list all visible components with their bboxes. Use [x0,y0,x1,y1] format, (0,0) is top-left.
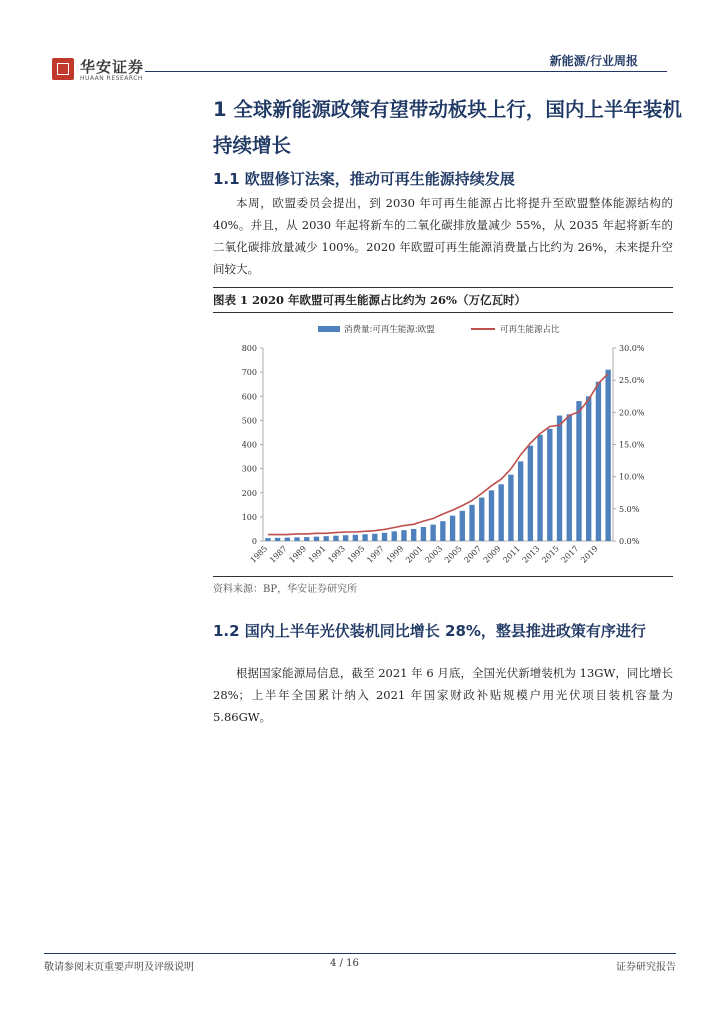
bar [304,537,309,541]
legend-bar-label: 消费量:可再生能源:欧盟 [344,325,435,335]
bar [362,534,367,541]
bar [469,505,474,541]
bar [567,414,572,541]
bar [372,534,377,541]
x-axis-tick-label: 2019 [579,544,600,565]
bar [518,461,523,541]
bar [547,429,552,541]
x-axis-tick-label: 1991 [306,544,328,565]
page-number: 4 / 16 [330,958,359,969]
bar [586,396,591,541]
figure-top-rule [213,287,673,288]
x-axis-tick-label: 2003 [423,544,445,565]
x-axis-tick-label: 2011 [501,544,523,565]
left-axis-tick-label: 500 [241,416,257,426]
bar [265,538,270,541]
bar [294,537,299,541]
legend-line-label: 可再生能源占比 [500,325,560,335]
section-1-1-title: 1.1 欧盟修订法案，推动可再生能源持续发展 [213,170,515,188]
right-axis-tick-label: 20.0% [619,408,645,418]
bar [576,401,581,541]
x-axis-tick-label: 1995 [345,544,367,565]
right-axis-tick-label: 15.0% [619,440,645,450]
x-axis-tick-label: 1997 [365,544,386,565]
bar [430,525,435,541]
x-axis-tick-label: 2007 [462,544,484,565]
bar [450,516,455,541]
right-axis-tick-label: 30.0% [619,344,645,353]
bar [460,511,465,541]
header-divider [145,71,667,72]
right-axis-tick-label: 5.0% [619,504,640,514]
x-axis-tick-label: 1999 [384,544,406,565]
bar [392,531,397,541]
bar [343,535,348,541]
left-axis-tick-label: 600 [241,392,257,402]
section-1-1-paragraph: 本周，欧盟委员会提出，到 2030 年可再生能源占比将提升至欧盟整体能源结构的 40%。并且，从 2030 年起将新车的二氧化碳排放量减少 55%，从 2035 年起将新车的二氧化碳排放量减少 100%。2020 年欧盟可再生能源消费量占比约为 26%，未来提升空间较大。 [213,196,673,276]
company-name: 华安证券 [80,58,145,76]
page-header [0,0,724,90]
x-axis-tick-label: 1987 [267,544,289,565]
left-axis-tick-label: 400 [241,440,257,450]
x-axis-tick-label: 2015 [540,544,561,565]
figure-1-source: 资料来源：BP，华安证券研究所 [213,584,358,595]
x-axis-tick-label: 2017 [559,544,581,565]
company-subtitle: HUAAN RESEARCH [80,75,143,82]
bar [479,498,484,541]
bar [411,529,416,541]
left-axis-tick-label: 0 [251,537,257,546]
bar [508,475,513,541]
renewable-energy-chart [213,316,673,576]
bar [596,382,601,541]
bar [528,446,533,541]
bar [440,521,445,541]
left-axis-tick-label: 300 [241,464,257,474]
x-axis-tick-label: 1989 [287,544,309,565]
bar [605,370,610,541]
bar [382,533,387,541]
footer-disclaimer: 敬请参阅末页重要声明及评级说明 [44,962,194,973]
section-1-2-title: 1.2 国内上半年光伏装机同比增长 28%，整县推进政策有序进行 [213,622,646,640]
x-axis-tick-label: 1993 [326,544,348,565]
left-axis-tick-label: 800 [241,344,257,353]
left-axis-tick-label: 700 [241,368,257,378]
bar [285,538,290,541]
bar [499,484,504,541]
right-axis-tick-label: 10.0% [619,472,645,482]
bar [353,535,358,541]
left-axis-tick-label: 100 [241,512,257,522]
company-logo-icon [52,58,74,80]
x-axis-tick-label: 2009 [481,544,503,565]
footer-report-label: 证券研究报告 [616,962,676,973]
x-axis-tick-label: 2001 [404,544,425,565]
bar [557,416,562,541]
bar [333,536,338,541]
bar [537,435,542,541]
left-axis-tick-label: 200 [241,488,257,498]
bar [324,536,329,541]
report-type: 新能源/行业周报 [549,54,638,68]
bar [489,490,494,541]
x-axis-tick-label: 2013 [520,544,542,565]
bar [401,530,406,541]
section-1-2-paragraph: 根据国家能源局信息，截至 2021 年 6 月底，全国光伏新增装机为 13GW，同比增长 28%；上半年全国累计纳入 2021 年国家财政补贴规模户用光伏项目装机容量为 5.86GW。 [213,666,673,724]
bar [421,527,426,541]
bar [275,538,280,541]
x-axis-tick-label: 1985 [248,544,270,565]
bar [314,537,319,541]
x-axis-tick-label: 2005 [442,544,464,565]
right-axis-tick-label: 0.0% [619,537,640,546]
footer-divider [44,953,676,954]
figure-title-rule [213,312,673,313]
legend-bar-swatch [318,326,340,332]
figure-bottom-rule [213,576,673,577]
section-1-title: 1 全球新能源政策有望带动板块上行，国内上半年装机持续增长 [213,98,682,157]
right-axis-tick-label: 25.0% [619,376,645,386]
figure-1-title: 图表 1 2020 年欧盟可再生能源占比约为 26%（万亿瓦时） [213,293,526,307]
